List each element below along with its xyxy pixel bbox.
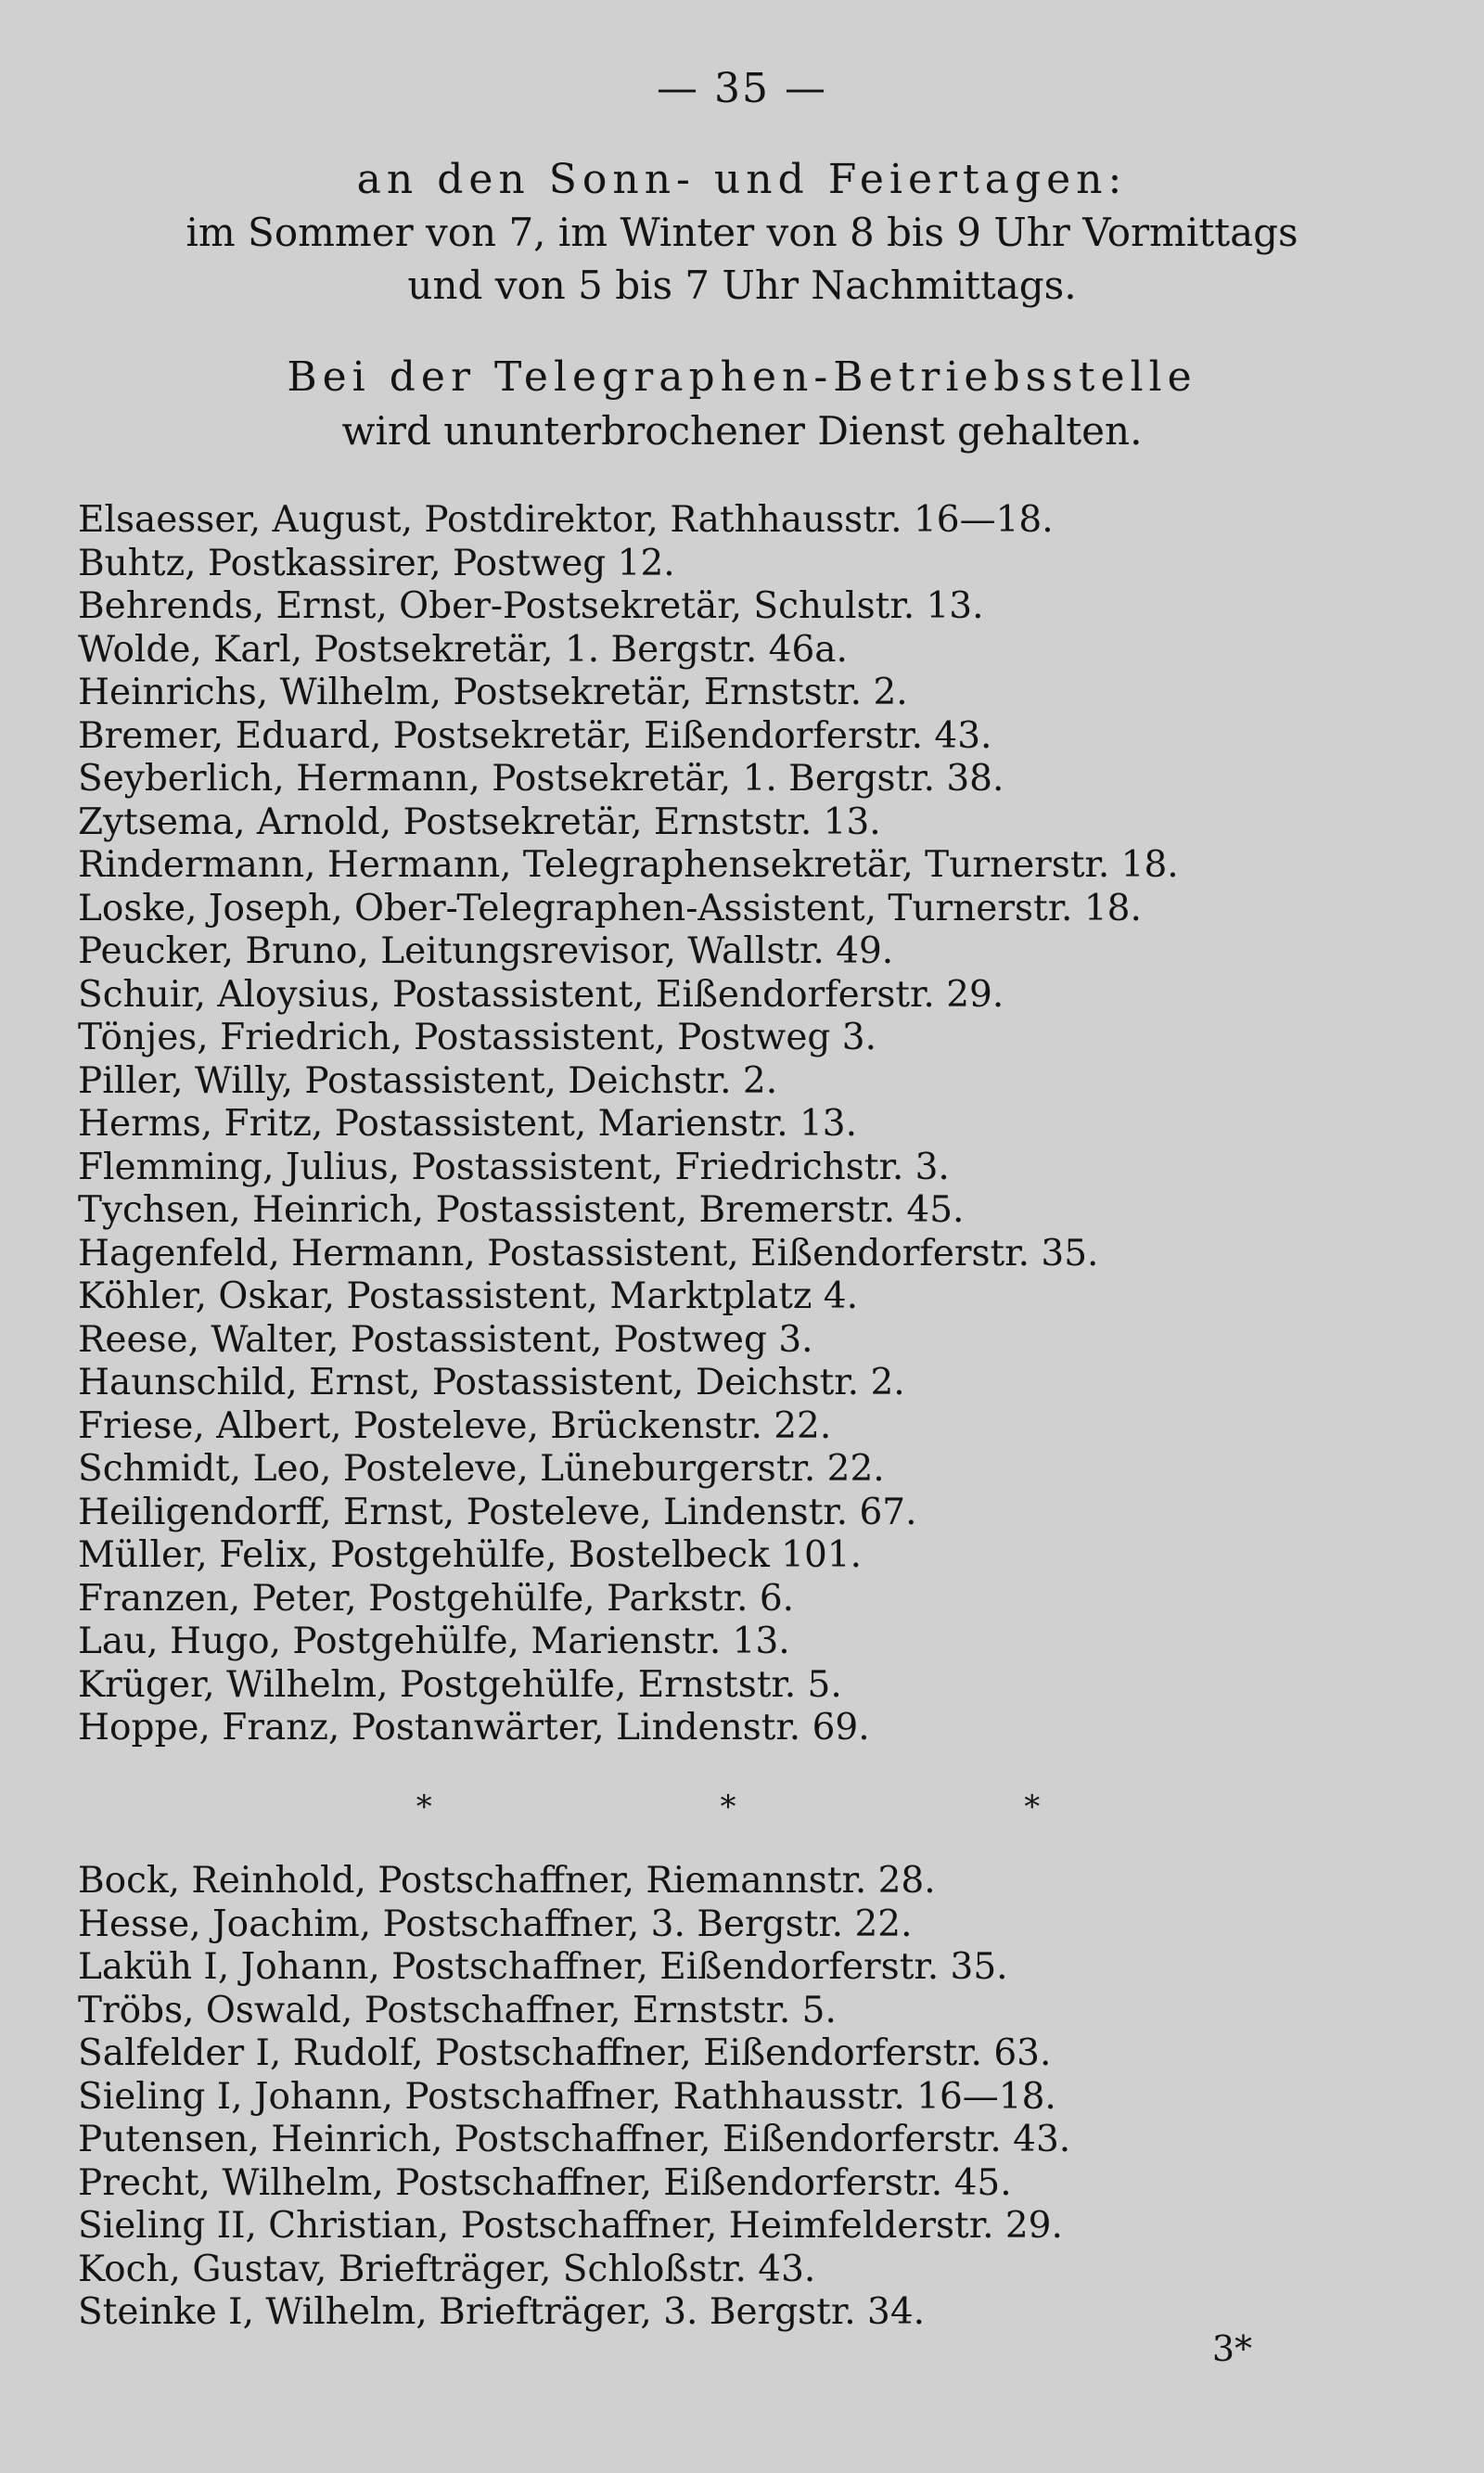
list-item: Putensen, Heinrich, Postschaffner, Eißendorferstr. 43.: [78, 2119, 1071, 2160]
list-item: Buhtz, Postkassirer, Postweg 12.: [78, 542, 675, 584]
list-item: Seyberlich, Hermann, Postsekretär, 1. Bergstr. 38.: [78, 758, 1004, 800]
list-item: Müller, Felix, Postgehülfe, Bostelbeck 101.: [78, 1534, 862, 1576]
list-item: Haunschild, Ernst, Postassistent, Deichstr. 2.: [78, 1362, 905, 1403]
holidays-heading: an den Sonn- und Feiertagen:: [356, 156, 1128, 203]
list-item: Loske, Joseph, Ober-Telegraphen-Assistent, Turnerstr. 18.: [78, 887, 1142, 929]
list-item: Peucker, Bruno, Leitungsrevisor, Wallstr. 49.: [78, 930, 894, 972]
staff-list-lower: [78, 1860, 1423, 2335]
signature-mark: 3*: [1211, 2328, 1252, 2369]
list-item: Koch, Gustav, Briefträger, Schloßstr. 43.: [78, 2248, 816, 2290]
list-item: Piller, Willy, Postassistent, Deichstr. 2.: [78, 1059, 778, 1102]
list-item: Salfelder I, Rudolf, Postschaffner, Eißendorferstr. 63.: [78, 2032, 1052, 2074]
opening-hours-block: [0, 153, 1484, 312]
list-item: Laküh I, Johann, Postschaffner, Eißendorferstr. 35.: [78, 1946, 1008, 1988]
list-item: Krüger, Wilhelm, Postgehülfe, Ernststr. 5.: [78, 1663, 842, 1706]
list-item: Schuir, Aloysius, Postassistent, Eißendorferstr. 29.: [78, 973, 1004, 1016]
list-item: Wolde, Karl, Postsekretär, 1. Bergstr. 46a.: [78, 628, 848, 671]
telegraph-block: [0, 351, 1484, 458]
list-item: Tröbs, Oswald, Postschaffner, Ernststr. 5.: [78, 1989, 837, 2031]
list-item: Rindermann, Hermann, Telegraphensekretär, Turnerstr. 18.: [78, 844, 1179, 886]
list-item: Schmidt, Leo, Posteleve, Lüneburgerstr. 22.: [78, 1448, 885, 1490]
list-item: Friese, Albert, Posteleve, Brückenstr. 22.: [78, 1404, 832, 1447]
list-item: Hesse, Joachim, Postschaffner, 3. Bergstr. 22.: [78, 1903, 913, 1945]
list-item: Flemming, Julius, Postassistent, Friedrichstr. 3.: [78, 1146, 950, 1188]
list-item: Sieling I, Johann, Postschaffner, Rathhausstr. 16—18.: [78, 2075, 1056, 2118]
list-item: Steinke I, Wilhelm, Briefträger, 3. Bergstr. 34.: [78, 2291, 926, 2333]
asterism-separator: * * *: [416, 1788, 1180, 1826]
staff-list: [78, 499, 1423, 1750]
list-item: Zytsema, Arnold, Postsekretär, Ernststr. 13.: [78, 801, 881, 843]
list-item: Heinrichs, Wilhelm, Postsekretär, Ernststr. 2.: [78, 672, 908, 713]
list-item: Tychsen, Heinrich, Postassistent, Bremerstr. 45.: [78, 1189, 965, 1231]
telegraph-note: wird ununterbrochener Dienst gehalten.: [341, 408, 1143, 454]
list-item: Herms, Fritz, Postassistent, Marienstr. 13.: [78, 1103, 858, 1145]
list-item: Franzen, Peter, Postgehülfe, Parkstr. 6.: [78, 1577, 795, 1620]
list-item: Hagenfeld, Hermann, Postassistent, Eißendorferstr. 35.: [78, 1232, 1099, 1275]
list-item: Elsaesser, August, Postdirektor, Rathhausstr. 16—18.: [78, 499, 1054, 541]
list-item: Sieling II, Christian, Postschaffner, Heimfelderstr. 29.: [78, 2205, 1063, 2247]
list-item: Köhler, Oskar, Postassistent, Marktplatz 4.: [78, 1275, 858, 1317]
list-item: Heiligendorff, Ernst, Posteleve, Lindenstr. 67.: [78, 1491, 917, 1533]
list-item: Reese, Walter, Postassistent, Postweg 3.: [78, 1318, 813, 1361]
list-item: Bremer, Eduard, Postsekretär, Eißendorferstr. 43.: [78, 714, 992, 757]
hours-line-afternoon: und von 5 bis 7 Uhr Nachmittags.: [407, 263, 1077, 308]
telegraph-heading: Bei der Telegraphen-Betriebsstelle: [287, 353, 1197, 401]
list-item: Precht, Wilhelm, Postschaffner, Eißendorferstr. 45.: [78, 2161, 1012, 2204]
page-number: — 35 —: [657, 65, 827, 112]
hours-line-morning: im Sommer von 7, im Winter von 8 bis 9 Uhr Vormittags: [186, 210, 1298, 255]
list-item: Hoppe, Franz, Postanwärter, Lindenstr. 69.: [78, 1707, 870, 1749]
list-item: Tönjes, Friedrich, Postassistent, Postweg 3.: [78, 1017, 876, 1058]
list-item: Behrends, Ernst, Ober-Postsekretär, Schulstr. 13.: [78, 585, 984, 627]
list-item: Bock, Reinhold, Postschaffner, Riemannstr. 28.: [78, 1860, 936, 1902]
list-item: Lau, Hugo, Postgehülfe, Marienstr. 13.: [78, 1621, 790, 1662]
